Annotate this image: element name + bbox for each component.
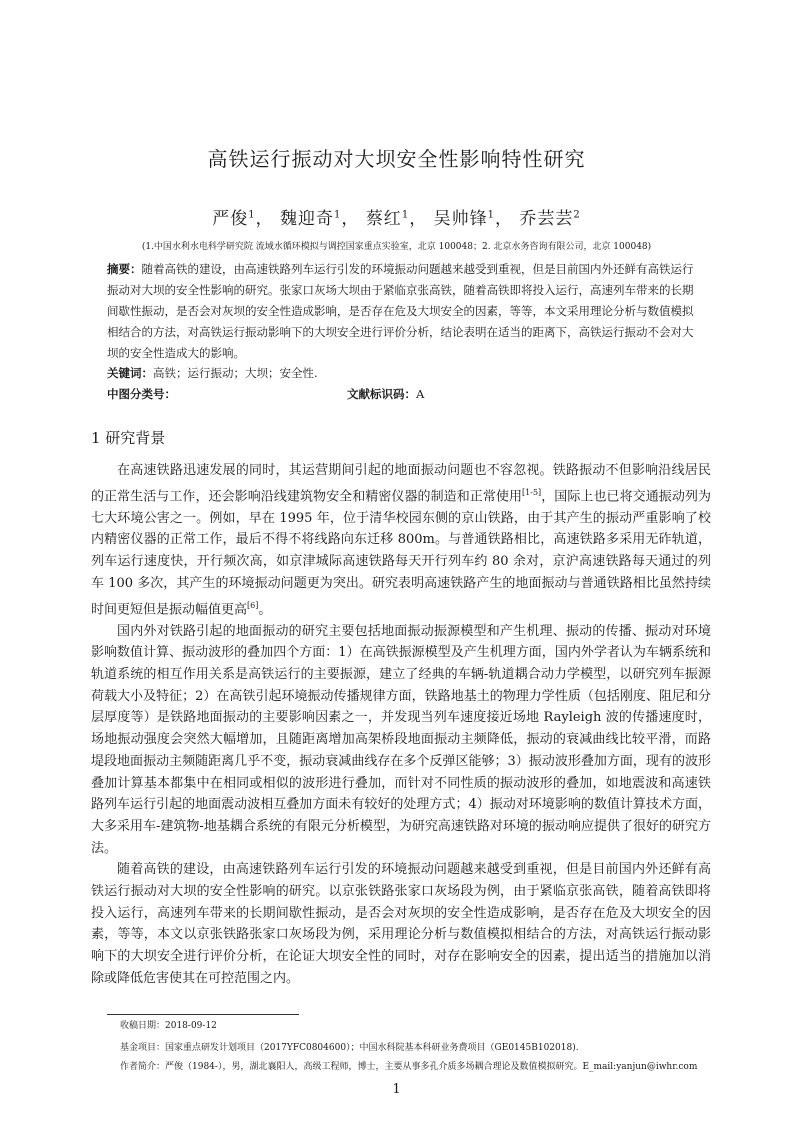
abstract xyxy=(107,259,699,364)
abstract-text: 随着高铁的建设，由高速铁路列车运行引发的环境振动问题越来越受到重视，但是目前国内外还鲜有高铁运行振动对大坝的安全性影响的研究。张家口灰场大坝由于紧临京张高铁，随着高铁即将投入运行，高速列车带来的长期间歇性振动，是否会对灰坝的安全性造成影响，是否存在危及大坝安全的因素，等等，本文采用理论分析与数值模拟相结合的方法，对高铁运行振动影响下的大坝安全进行评价分析，结论表明在适当的距离下，高铁运行振动不会对大坝的安全性造成大的影响。 xyxy=(107,262,694,360)
doc-code-label: 文献标识码： xyxy=(347,387,416,401)
paragraph: 国内外对铁路引起的地面振动的研究主要包括地面振动振源模型和产生机理、振动的传播、振动对环境影响数值计算、振动波形的叠加四个方面：1）在高铁振源模型及产生机理方面，国内外学者认为车辆系统和轨道系统的相互作用关系是高铁运行的主要振源，建立了经典的车辆-轨道耦合动力学模型，以研究列车振源荷载大小及特征；2）在高铁引起环境振动传播规律方面，铁路地基土的物理力学性质（包括刚度、阻尼和分层厚度等）是铁路地面振动的主要影响因素之一，并发现当列车速度接近场地 Rayleigh 波的传播速度时，场地振动强度会突然大幅增加，且随距离增加高架桥段地面振动主频降低，振动的衰减曲线比较平滑，而路堤段地面振动主频随距离几乎不变，振动衰减曲线存在多个反弹区能够；3）振动波形叠加方面，现有的波形叠加计算基本都集中在相同或相似的波形进行叠加，而针对不同性质的振动波形的叠加，如地震波和高速铁路列车运行引起的地面震动波相互叠加方面未有较好的处理方式；4）振动对环境影响的数值计算技术方面，大多采用车-建筑物-地基耦合系统的有限元分析模型，为研究高速铁路对环境的振动响应提供了很好的研究方法。 xyxy=(91,623,711,856)
keywords xyxy=(107,365,699,381)
author-affil-index: 1 xyxy=(334,209,342,221)
abstract-label: 摘要： xyxy=(107,262,142,276)
footnote-divider xyxy=(107,1014,299,1015)
author-name: 蔡红 xyxy=(365,209,402,229)
author-name: 严俊 xyxy=(212,209,249,229)
author-name: 吴帅锋 xyxy=(433,209,488,229)
author-affil-index: 2 xyxy=(573,209,581,221)
author-name: 魏迎奇 xyxy=(280,209,335,229)
paragraph-text: ，国际上也已将交通振动列为七大环境公害之一。例如，早在 1995 年，位于清华校园东侧的京山铁路，由于其产生的振动严重影响了校内精密仪器的正常工作，最后不得不将线路向东迁移 800m。与普通铁路相比，高速铁路多采用无砟轨道，列车运行速度快，开行频次高，如京津城际高速铁路每天开行列车约 80 余对，京沪高速铁路每天通过的列车 100 多次，其产生的环境振动问题更为突出。研究表明高速铁路产生的地面振动与普通铁路相比虽然持续时间更短但是振动幅值更高 xyxy=(91,489,711,617)
body-text xyxy=(91,460,711,990)
keywords-label: 关键词： xyxy=(107,366,153,380)
footnote-author-intro: 作者简介：严俊（1984-），男，湖北襄阳人，高级工程师，博士，主要从事多孔介质多场耦合理论及数值模拟研究。E_mail:yanjun@iwhr.com xyxy=(120,1062,698,1072)
author-separator: ， xyxy=(341,209,360,229)
citation: [1-5] xyxy=(522,487,542,497)
author-affil-index: 1 xyxy=(487,209,495,221)
classification xyxy=(107,386,699,402)
doc-code-value: A xyxy=(416,387,425,401)
paragraph xyxy=(91,460,711,621)
author-affil-index: 1 xyxy=(401,209,410,221)
author-separator: ， xyxy=(494,209,513,229)
author-affil-index: 1 xyxy=(248,209,256,221)
citation: [6] xyxy=(247,600,259,610)
paragraph-text: 在高速铁路迅速发展的同时，其运营期间引起的地面振动问题也不容忽视。铁路振动不但影响沿线居民的正常生活与工作，还会影响沿线建筑物安全和精密仪器的制造和正常使用 xyxy=(91,463,711,505)
author-name: 乔芸芸 xyxy=(519,209,574,229)
author-separator: ， xyxy=(409,209,428,229)
section-heading: 1 研究背景 xyxy=(91,429,166,447)
author-list xyxy=(0,204,793,229)
paper-title: 高铁运行振动对大坝安全性影响特性研究 xyxy=(207,147,586,171)
affiliation: (1.中国水利水电科学研究院 流域水循环模拟与调控国家重点实验室，北京 100048；2. 北京水务咨询有限公司，北京 100048) xyxy=(141,242,652,252)
footnote-funding: 基金项目：国家重点研发计划项目（2017YFC0804600）；中国水科院基本科研业务费项目（GE0145B102018). xyxy=(120,1043,579,1053)
doc-code xyxy=(347,386,424,402)
footnote-received: 收稿日期：2018-09-12 xyxy=(120,1021,217,1031)
keywords-text: 高铁；运行振动；大坝；安全性. xyxy=(153,366,318,380)
clc-label: 中图分类号： xyxy=(107,387,176,401)
page-number: 1 xyxy=(392,1082,401,1097)
paragraph-text: 。 xyxy=(258,601,272,617)
author-separator: ， xyxy=(255,209,274,229)
paragraph: 随着高铁的建设，由高速铁路列车运行引发的环境振动问题越来越受到重视，但是目前国内外还鲜有高铁运行振动对大坝的安全性影响的研究。以京张铁路张家口灰场段为例，由于紧临京张高铁，随着高铁即将投入运行，高速列车带来的长期间歇性振动，是否会对灰坝的安全性造成影响，是否存在危及大坝安全的因素，等等，本文以京张铁路张家口灰场段为例，采用理论分析与数值模拟相结合的方法，对高铁运行振动影响下的大坝安全进行评价分析，在论证大坝安全性的同时，对存在影响安全的因素，提出适当的措施加以消除或降低危害使其在可控范围之内。 xyxy=(91,862,711,986)
